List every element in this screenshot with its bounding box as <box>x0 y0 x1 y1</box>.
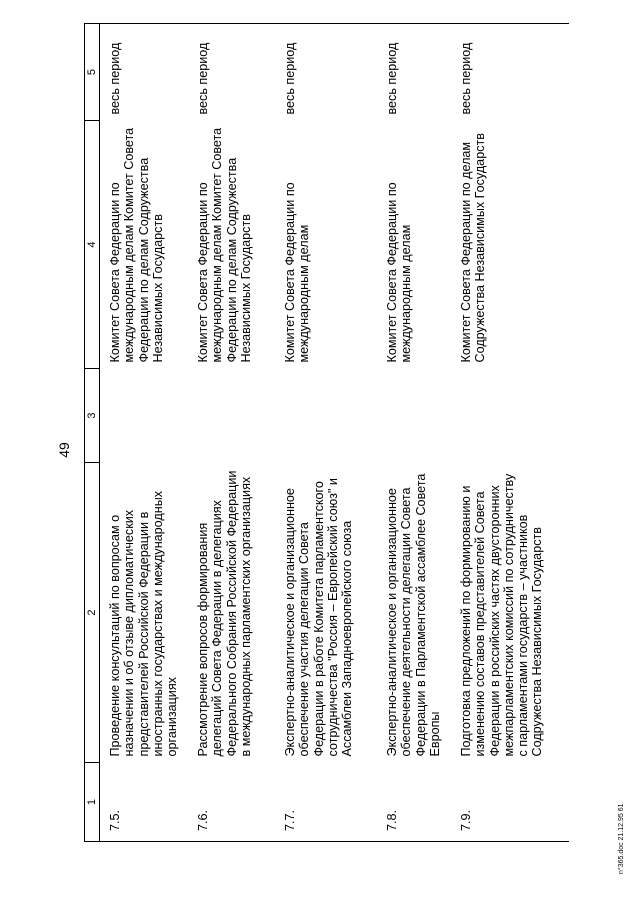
header-cell: 5 <box>85 24 100 121</box>
table-row <box>459 24 569 842</box>
table-row <box>283 24 385 842</box>
row-col3 <box>283 369 385 463</box>
table-row <box>100 24 197 842</box>
row-period: весь период <box>459 24 569 121</box>
row-activity: Рассмотрение вопросов формирования делегаций Совета Федерации в делегациях Федерального Собрания Российской Федерации в международных парламентских организациях <box>196 470 253 757</box>
row-col3 <box>196 369 283 463</box>
header-cell: 1 <box>85 763 100 842</box>
row-responsible: Комитет Совета Федерации по международным делам Комитет Совета Федерации по делам Содружества Независимых Государств <box>108 127 165 363</box>
footer-code: n°365.doc 21.12.95 61 <box>618 803 625 874</box>
row-col3 <box>385 369 459 463</box>
row-number: 7.7. <box>283 763 385 842</box>
row-col3 <box>100 369 197 463</box>
header-cell: 3 <box>85 369 100 463</box>
row-number: 7.6. <box>196 763 283 842</box>
row-period: весь период <box>196 24 283 121</box>
row-responsible: Комитет Совета Федерации по международным делам Комитет Совета Федерации по делам Содружества Независимых Государств <box>196 127 253 363</box>
row-number: 7.8. <box>385 763 459 842</box>
row-activity: Подготовка предложений по формированию и изменению составов представителей Совета Федерации в российских частях двусторонних межпарламентских комиссий по сотрудничеству с парламентами государств – участников Содружества Независимых Государств <box>459 473 545 757</box>
row-number: 7.5. <box>100 763 197 842</box>
row-responsible: Комитет Совета Федерации по международным делам <box>283 182 312 363</box>
row-responsible: Комитет Совета Федерации по делам Содружества Независимых Государств <box>459 133 488 363</box>
table-row <box>385 24 459 842</box>
row-period: весь период <box>385 24 459 121</box>
table-header-row <box>85 24 100 842</box>
row-activity: Экспертно-аналитическое и организационное обеспечение деятельности делегации Совета Федерации в Парламентской ассамблее Совета Европы <box>385 473 442 757</box>
row-col3 <box>459 369 569 463</box>
table-row <box>196 24 283 842</box>
row-responsible: Комитет Совета Федерации по международным делам <box>385 182 414 363</box>
row-number: 7.9. <box>459 763 569 842</box>
row-activity: Проведение консультаций по вопросам о назначении и об отзыве дипломатических представителей Российской Федерации в иностранных государствах и международных организациях <box>108 490 180 757</box>
row-activity: Экспертно-аналитическое и организационное обеспечение участия делегации Совета Федерации в работе Комитета парламентского сотрудничества "Россия – Европейский союз" и Ассамблеи Западноевропейского союза <box>283 478 355 757</box>
header-cell: 2 <box>85 463 100 763</box>
row-period: весь период <box>100 24 197 121</box>
row-period: весь период <box>283 24 385 121</box>
header-cell: 4 <box>85 121 100 369</box>
page-number: 49 <box>56 442 72 458</box>
plan-table <box>84 23 569 842</box>
